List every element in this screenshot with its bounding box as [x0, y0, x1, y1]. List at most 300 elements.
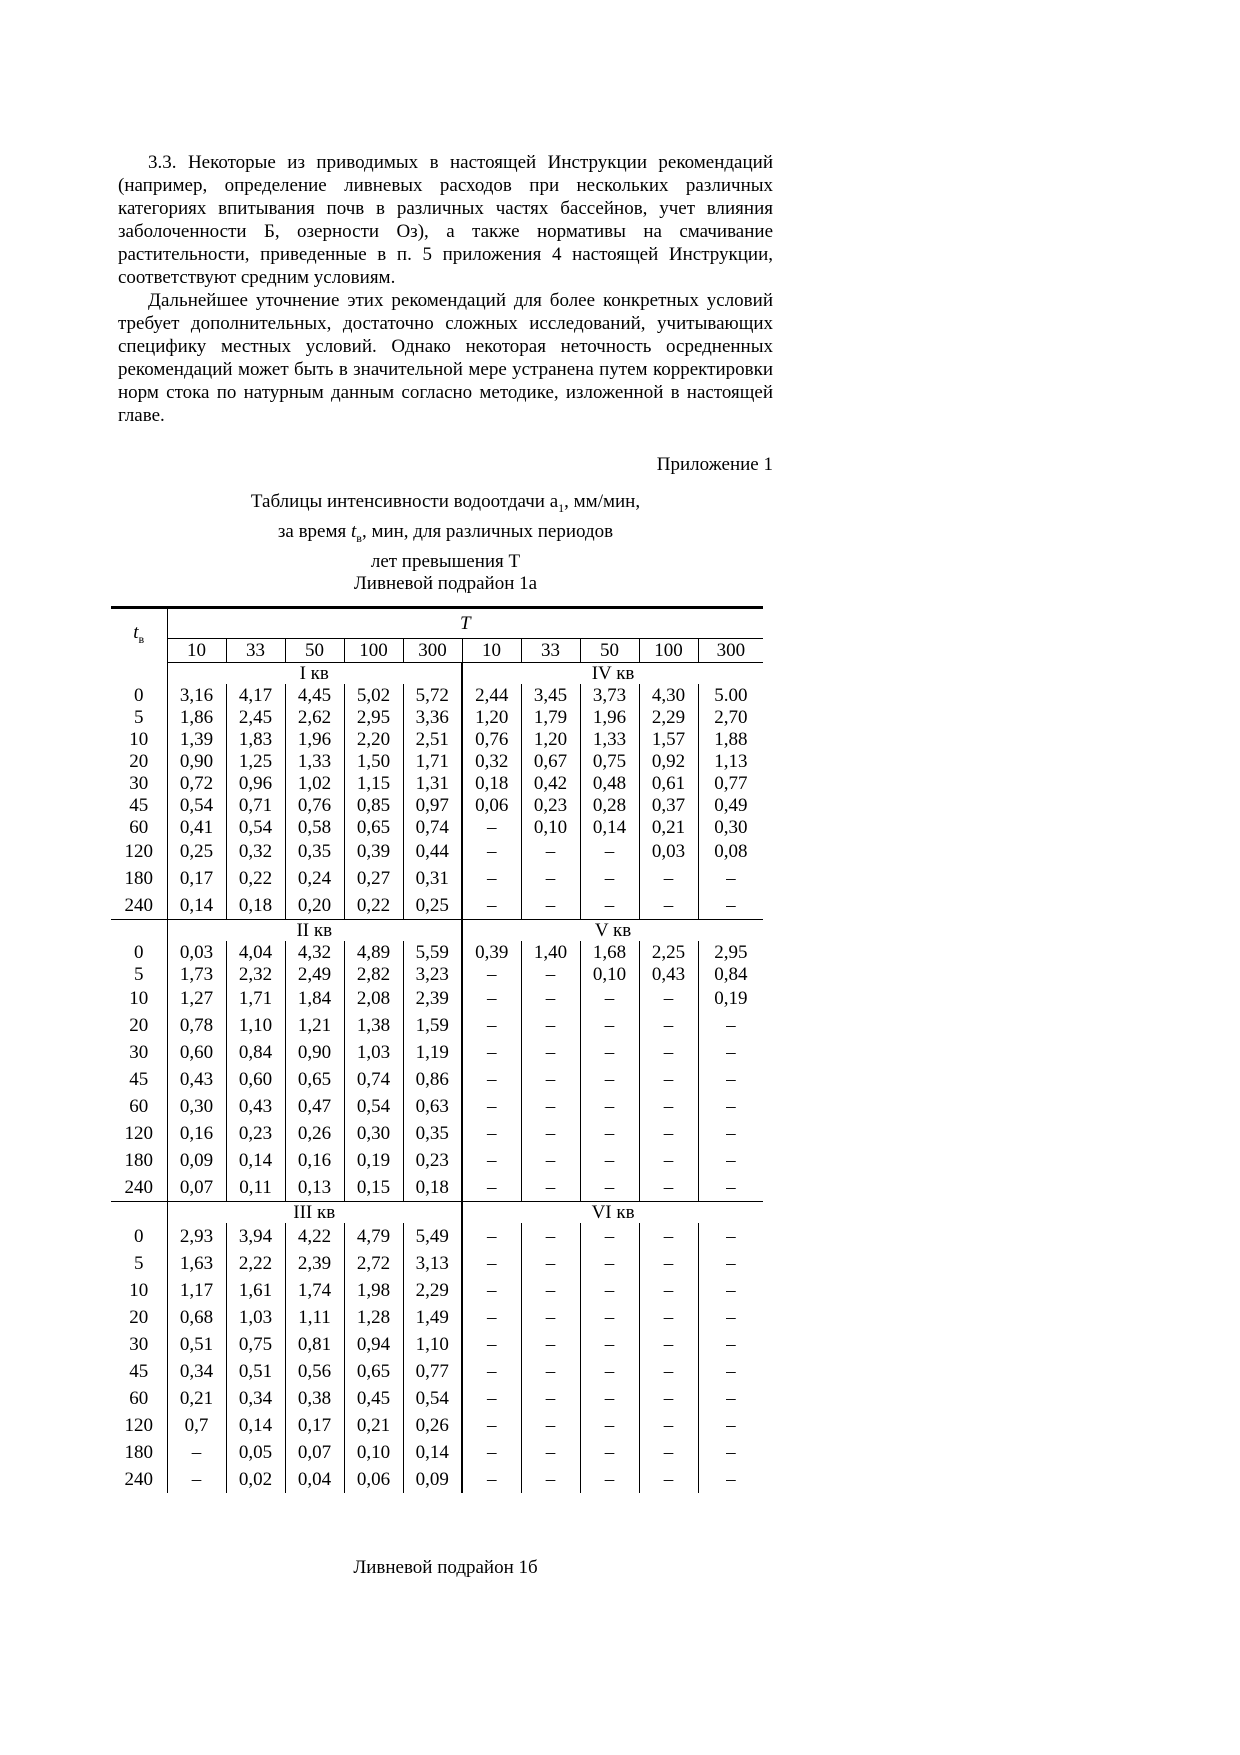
- group-label-right: V кв: [462, 920, 763, 942]
- value-cell: –: [462, 1223, 521, 1250]
- value-cell: –: [521, 892, 580, 920]
- value-cell: –: [462, 1358, 521, 1385]
- value-cell: –: [462, 1147, 521, 1174]
- value-cell: 0,97: [403, 794, 462, 816]
- value-cell: 2,39: [403, 985, 462, 1012]
- value-cell: –: [580, 1250, 639, 1277]
- value-cell: –: [639, 1277, 698, 1304]
- value-cell: 0,75: [580, 750, 639, 772]
- value-cell: 2,32: [226, 963, 285, 985]
- value-cell: –: [521, 963, 580, 985]
- table-row: [111, 1012, 763, 1039]
- time-cell: 30: [111, 1331, 167, 1358]
- value-cell: –: [521, 1012, 580, 1039]
- value-cell: 0,19: [714, 988, 748, 1009]
- table-row: [111, 941, 763, 963]
- value-cell: 2,72: [344, 1250, 403, 1277]
- value-cell: –: [462, 1385, 521, 1412]
- value-cell: 0,49: [714, 794, 748, 816]
- value-cell: 4,17: [226, 684, 285, 706]
- value-cell: 1,15: [344, 772, 403, 794]
- group-label-row: [111, 920, 763, 942]
- value-cell: 0,90: [167, 750, 226, 772]
- value-cell: –: [521, 1385, 580, 1412]
- time-cell: 10: [111, 985, 167, 1012]
- value-cell: 3,23: [403, 963, 462, 985]
- value-cell: 0,25: [167, 838, 226, 865]
- value-cell: 1,31: [403, 772, 462, 794]
- value-cell: –: [580, 985, 639, 1012]
- value-cell: –: [639, 892, 698, 920]
- value-cell: 0,21: [344, 1412, 403, 1439]
- period-header-cell: 50: [580, 639, 639, 663]
- appendix-label: Приложение 1: [656, 454, 773, 475]
- value-cell: 0,22: [344, 892, 403, 920]
- value-cell: –: [726, 1069, 736, 1090]
- value-cell: –: [639, 1093, 698, 1120]
- table-row: [111, 816, 763, 838]
- value-cell: 0,38: [285, 1385, 344, 1412]
- value-cell: –: [462, 892, 521, 920]
- value-cell: –: [639, 1358, 698, 1385]
- value-cell: 3,16: [167, 684, 226, 706]
- table-row: [111, 706, 763, 728]
- value-cell: 1,73: [167, 963, 226, 985]
- group-label-row: [111, 1202, 763, 1224]
- period-header-cell: 300: [403, 639, 462, 663]
- value-cell: –: [726, 895, 736, 916]
- time-cell: 20: [111, 1012, 167, 1039]
- value-cell: –: [639, 865, 698, 892]
- table-row: [111, 865, 763, 892]
- group-label-empty: [111, 920, 167, 942]
- value-cell: –: [639, 1147, 698, 1174]
- value-cell: –: [462, 816, 521, 838]
- value-cell: –: [521, 1331, 580, 1358]
- value-cell: –: [462, 1093, 521, 1120]
- value-cell: 1,21: [285, 1012, 344, 1039]
- value-cell: –: [521, 838, 580, 865]
- value-cell: 0,43: [639, 963, 698, 985]
- value-cell: 0,31: [403, 865, 462, 892]
- table-row: [111, 1120, 763, 1147]
- value-cell: 1,83: [226, 728, 285, 750]
- value-cell: –: [462, 1277, 521, 1304]
- table-row: [111, 1358, 763, 1385]
- group-label-left: III кв: [167, 1202, 462, 1224]
- value-cell: –: [580, 838, 639, 865]
- value-cell: 1,79: [521, 706, 580, 728]
- value-cell: 0,16: [167, 1120, 226, 1147]
- value-cell: 1,03: [226, 1304, 285, 1331]
- value-cell: –: [639, 1385, 698, 1412]
- value-cell: 2,51: [403, 728, 462, 750]
- value-cell: 1,20: [462, 706, 521, 728]
- value-cell: 1,33: [580, 728, 639, 750]
- value-cell: 0,68: [167, 1304, 226, 1331]
- value-cell: 0,18: [462, 772, 521, 794]
- value-cell: 0,22: [226, 865, 285, 892]
- value-cell: 0,20: [285, 892, 344, 920]
- value-cell: –: [462, 1304, 521, 1331]
- value-cell: 5,49: [403, 1223, 462, 1250]
- value-cell: –: [462, 1066, 521, 1093]
- value-cell: –: [639, 1039, 698, 1066]
- time-cell: 0: [111, 684, 167, 706]
- value-cell: 0,96: [226, 772, 285, 794]
- table-row: [111, 1093, 763, 1120]
- time-cell: 240: [111, 1174, 167, 1202]
- value-cell: –: [521, 1304, 580, 1331]
- value-cell: 3,73: [580, 684, 639, 706]
- value-cell: 2,82: [344, 963, 403, 985]
- value-cell: –: [580, 865, 639, 892]
- value-cell: 0,76: [462, 728, 521, 750]
- value-cell: –: [639, 1412, 698, 1439]
- value-cell: 0,13: [285, 1174, 344, 1202]
- value-cell: 1,71: [403, 750, 462, 772]
- value-cell: –: [580, 1147, 639, 1174]
- value-cell: 0,60: [167, 1039, 226, 1066]
- value-cell: 1,88: [714, 728, 748, 750]
- value-cell: 1,38: [344, 1012, 403, 1039]
- group-label-left: II кв: [167, 920, 462, 942]
- value-cell: 0,21: [167, 1385, 226, 1412]
- time-cell: 0: [111, 941, 167, 963]
- value-cell: 0,74: [344, 1066, 403, 1093]
- value-cell: 4,04: [226, 941, 285, 963]
- value-cell: 0,07: [167, 1174, 226, 1202]
- value-cell: 1,98: [344, 1277, 403, 1304]
- value-cell: 0,23: [226, 1120, 285, 1147]
- table-row: [111, 1331, 763, 1358]
- value-cell: –: [639, 985, 698, 1012]
- period-header-cell: 100: [344, 639, 403, 663]
- value-cell: –: [521, 1174, 580, 1202]
- value-cell: 0,34: [226, 1385, 285, 1412]
- value-cell: 0,35: [285, 838, 344, 865]
- value-cell: 2,20: [344, 728, 403, 750]
- value-cell: 2,45: [226, 706, 285, 728]
- paragraph-3-3: 3.3. Некоторые из приводимых в настоящей Инструкции рекомендаций (например, определение ливневых расходов при нескольких различных категориях впитывания почв в различных частях бассейнов, учет влияния заболоченности Б, озерности Оз), а также нормативы на смачивание растительности, приведенные в п. 5 приложения 4 настоящей Инструкции, соответствуют средним условиям.: [118, 152, 773, 288]
- value-cell: –: [639, 1066, 698, 1093]
- value-cell: 1,17: [167, 1277, 226, 1304]
- value-cell: –: [580, 1066, 639, 1093]
- value-cell: 0,76: [285, 794, 344, 816]
- value-cell: 0,37: [639, 794, 698, 816]
- table-row: [111, 963, 763, 985]
- value-cell: 0,94: [344, 1331, 403, 1358]
- value-cell: 0,90: [285, 1039, 344, 1066]
- value-cell: –: [580, 1385, 639, 1412]
- value-cell: 0,39: [462, 941, 521, 963]
- value-cell: 0,92: [639, 750, 698, 772]
- value-cell: 1,02: [285, 772, 344, 794]
- table-row: [111, 1304, 763, 1331]
- value-cell: 1,03: [344, 1039, 403, 1066]
- value-cell: 0,14: [167, 892, 226, 920]
- value-cell: 0,54: [226, 816, 285, 838]
- value-cell: –: [521, 1093, 580, 1120]
- value-cell: –: [726, 1307, 736, 1328]
- value-cell: –: [580, 1412, 639, 1439]
- value-cell: 4,45: [285, 684, 344, 706]
- value-cell: 1,96: [285, 728, 344, 750]
- value-cell: 0,54: [344, 1093, 403, 1120]
- value-cell: 0,43: [167, 1066, 226, 1093]
- value-cell: –: [580, 1223, 639, 1250]
- value-cell: –: [462, 1174, 521, 1202]
- value-cell: 1,71: [226, 985, 285, 1012]
- value-cell: 0,47: [285, 1093, 344, 1120]
- value-cell: 2,29: [639, 706, 698, 728]
- value-cell: –: [639, 1466, 698, 1493]
- table-row: [111, 1066, 763, 1093]
- time-cell: 10: [111, 728, 167, 750]
- value-cell: 1,27: [167, 985, 226, 1012]
- value-cell: 1,86: [167, 706, 226, 728]
- value-cell: 0,32: [462, 750, 521, 772]
- value-cell: –: [580, 1439, 639, 1466]
- value-cell: 2,08: [344, 985, 403, 1012]
- time-cell: 120: [111, 1412, 167, 1439]
- group-label-right: IV кв: [591, 663, 635, 684]
- value-cell: 1,50: [344, 750, 403, 772]
- value-cell: 0,10: [580, 963, 639, 985]
- value-cell: 0,58: [285, 816, 344, 838]
- group-label-right: VI кв: [462, 1202, 763, 1224]
- value-cell: 2,70: [714, 706, 748, 728]
- value-cell: –: [726, 1469, 736, 1490]
- value-cell: 0,86: [403, 1066, 462, 1093]
- value-cell: 0,06: [344, 1466, 403, 1493]
- tv-header: $t_в$: [111, 608, 167, 663]
- value-cell: 1,49: [403, 1304, 462, 1331]
- value-cell: 1,19: [403, 1039, 462, 1066]
- value-cell: –: [580, 1012, 639, 1039]
- value-cell: 2,44: [462, 684, 521, 706]
- value-cell: 0,14: [403, 1439, 462, 1466]
- value-cell: –: [639, 1012, 698, 1039]
- value-cell: –: [462, 985, 521, 1012]
- value-cell: 0,44: [403, 838, 462, 865]
- value-cell: 0,60: [226, 1066, 285, 1093]
- value-cell: 1,13: [714, 750, 748, 772]
- value-cell: 0,16: [285, 1147, 344, 1174]
- group-label-left: I кв: [167, 663, 462, 685]
- value-cell: 0,09: [403, 1466, 462, 1493]
- value-cell: 1,74: [285, 1277, 344, 1304]
- value-cell: 1,28: [344, 1304, 403, 1331]
- table-row: [111, 1412, 763, 1439]
- value-cell: –: [726, 1042, 736, 1063]
- value-cell: 0,74: [403, 816, 462, 838]
- value-cell: 4,30: [639, 684, 698, 706]
- value-cell: –: [521, 1039, 580, 1066]
- value-cell: –: [580, 1277, 639, 1304]
- value-cell: –: [580, 1304, 639, 1331]
- value-cell: 4,32: [285, 941, 344, 963]
- value-cell: 1,25: [226, 750, 285, 772]
- value-cell: 0,51: [167, 1331, 226, 1358]
- value-cell: 0,04: [285, 1466, 344, 1493]
- value-cell: 1,10: [226, 1012, 285, 1039]
- value-cell: –: [521, 1250, 580, 1277]
- value-cell: 0,65: [344, 816, 403, 838]
- value-cell: 0,30: [167, 1093, 226, 1120]
- value-cell: –: [521, 1412, 580, 1439]
- value-cell: 0,14: [226, 1412, 285, 1439]
- value-cell: 0,19: [344, 1147, 403, 1174]
- period-header-cell: 50: [285, 639, 344, 663]
- value-cell: –: [639, 1223, 698, 1250]
- value-cell: –: [639, 1439, 698, 1466]
- value-cell: 0,21: [639, 816, 698, 838]
- group-label-empty: [111, 1202, 167, 1224]
- value-cell: 0,39: [344, 838, 403, 865]
- value-cell: 0,85: [344, 794, 403, 816]
- value-cell: –: [726, 1361, 736, 1382]
- value-cell: 0,7: [167, 1412, 226, 1439]
- value-cell: 2,95: [344, 706, 403, 728]
- value-cell: –: [639, 1304, 698, 1331]
- value-cell: –: [639, 1120, 698, 1147]
- subregion-1b-title: Ливневой подрайон 1б: [353, 1557, 538, 1578]
- table-row: [111, 728, 763, 750]
- table-row: [111, 1277, 763, 1304]
- time-cell: 5: [111, 1250, 167, 1277]
- intensity-table-wrap: [111, 606, 763, 1493]
- value-cell: 1,57: [639, 728, 698, 750]
- header-row-periods: [111, 639, 763, 663]
- value-cell: 0,03: [167, 941, 226, 963]
- value-cell: –: [521, 1358, 580, 1385]
- value-cell: 1,68: [580, 941, 639, 963]
- value-cell: –: [462, 865, 521, 892]
- time-cell: 5: [111, 706, 167, 728]
- value-cell: –: [726, 1226, 736, 1247]
- value-cell: 0,10: [344, 1439, 403, 1466]
- value-cell: 0,81: [285, 1331, 344, 1358]
- value-cell: 5,02: [344, 684, 403, 706]
- value-cell: –: [580, 1039, 639, 1066]
- period-header-cell: 33: [226, 639, 285, 663]
- table-row: [111, 1250, 763, 1277]
- value-cell: 0,02: [226, 1466, 285, 1493]
- time-cell: 0: [111, 1223, 167, 1250]
- value-cell: 0,15: [344, 1174, 403, 1202]
- period-header-cell: 300: [698, 639, 763, 663]
- table-row: [111, 985, 763, 1012]
- value-cell: 0,18: [403, 1174, 462, 1202]
- value-cell: –: [639, 1174, 698, 1202]
- value-cell: 1,96: [580, 706, 639, 728]
- value-cell: 0,54: [403, 1385, 462, 1412]
- value-cell: 0,63: [403, 1093, 462, 1120]
- paragraph-further: Дальнейшее уточнение этих рекомендаций для более конкретных условий требует дополнительных, достаточно сложных исследований, учитывающих специфику местных условий. Однако некоторая неточность осредненных рекомендаций может быть в значительной мере устранена путем корректировки норм стока по натурным данным согласно методике, изложенной в настоящей главе.: [118, 290, 773, 426]
- table-row: [111, 1439, 763, 1466]
- value-cell: 0,61: [639, 772, 698, 794]
- value-cell: 0,41: [167, 816, 226, 838]
- value-cell: –: [521, 1066, 580, 1093]
- value-cell: 0,45: [344, 1385, 403, 1412]
- value-cell: –: [726, 1015, 736, 1036]
- value-cell: 2,25: [639, 941, 698, 963]
- table-row: [111, 892, 763, 920]
- value-cell: 0,65: [344, 1358, 403, 1385]
- value-cell: 0,84: [714, 963, 748, 985]
- value-cell: 0,14: [226, 1147, 285, 1174]
- time-cell: 180: [111, 1439, 167, 1466]
- value-cell: –: [462, 1012, 521, 1039]
- value-cell: 0,25: [403, 892, 462, 920]
- group-label-row: [111, 663, 763, 685]
- value-cell: 0,17: [285, 1412, 344, 1439]
- value-cell: 3,94: [226, 1223, 285, 1250]
- value-cell: –: [726, 1096, 736, 1117]
- value-cell: 0,77: [714, 772, 748, 794]
- value-cell: –: [462, 1412, 521, 1439]
- value-cell: –: [521, 1277, 580, 1304]
- value-cell: 2,22: [226, 1250, 285, 1277]
- time-cell: 180: [111, 1147, 167, 1174]
- value-cell: 0,17: [167, 865, 226, 892]
- value-cell: 1,40: [521, 941, 580, 963]
- value-cell: –: [462, 1466, 521, 1493]
- value-cell: 3,13: [403, 1250, 462, 1277]
- table-title-line-2: за время $t_в$, мин, для различных периодов: [277, 520, 614, 545]
- subregion-1a-title: Ливневой подрайон 1а: [353, 573, 538, 594]
- time-cell: 60: [111, 1093, 167, 1120]
- value-cell: –: [521, 1223, 580, 1250]
- value-cell: –: [462, 1250, 521, 1277]
- value-cell: –: [580, 1174, 639, 1202]
- value-cell: –: [167, 1439, 226, 1466]
- value-cell: 0,43: [226, 1093, 285, 1120]
- value-cell: 0,24: [285, 865, 344, 892]
- value-cell: 0,05: [226, 1439, 285, 1466]
- value-cell: –: [521, 985, 580, 1012]
- value-cell: 0,56: [285, 1358, 344, 1385]
- value-cell: 0,67: [521, 750, 580, 772]
- value-cell: –: [726, 1415, 736, 1436]
- value-cell: –: [521, 1439, 580, 1466]
- table-row: [111, 838, 763, 865]
- table-title: [118, 490, 773, 573]
- value-cell: 5.00: [714, 684, 748, 706]
- value-cell: 0,14: [580, 816, 639, 838]
- table-row: [111, 1174, 763, 1202]
- table-row: [111, 1385, 763, 1412]
- value-cell: 0,03: [639, 838, 698, 865]
- table-row: [111, 772, 763, 794]
- value-cell: 0,23: [521, 794, 580, 816]
- value-cell: 0,42: [521, 772, 580, 794]
- time-cell: 120: [111, 1120, 167, 1147]
- T-header: T: [167, 608, 763, 639]
- value-cell: –: [462, 1439, 521, 1466]
- value-cell: 1,63: [167, 1250, 226, 1277]
- value-cell: 0,71: [226, 794, 285, 816]
- value-cell: –: [639, 1331, 698, 1358]
- value-cell: 0,75: [226, 1331, 285, 1358]
- time-cell: 20: [111, 750, 167, 772]
- value-cell: 0,10: [521, 816, 580, 838]
- value-cell: –: [726, 1334, 736, 1355]
- value-cell: 2,49: [285, 963, 344, 985]
- intensity-table: [111, 606, 763, 1493]
- period-header-cell: 33: [521, 639, 580, 663]
